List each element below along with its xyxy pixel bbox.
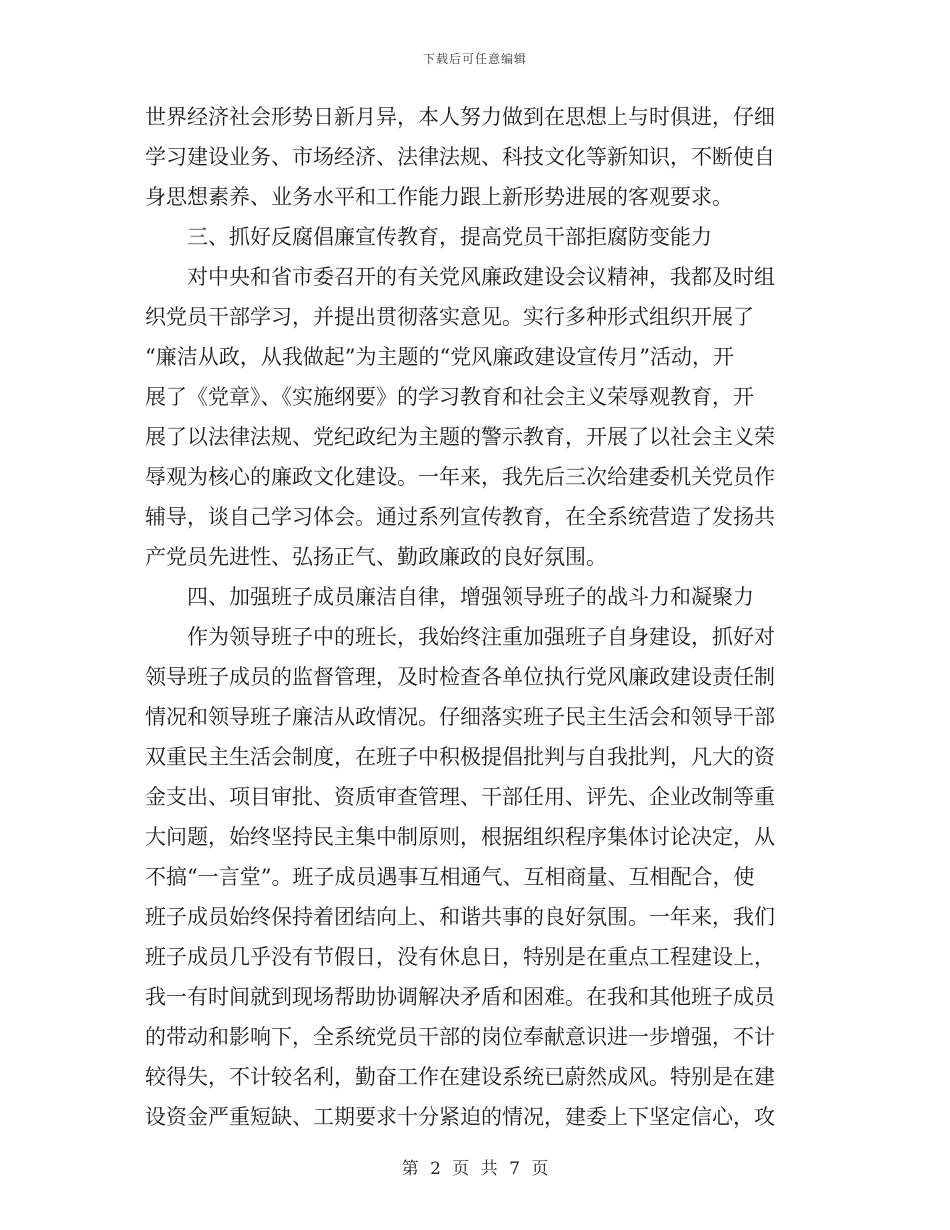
text-line: 身思想素养、业务水平和工作能力跟上新形势进展的客观要求。 bbox=[145, 185, 733, 209]
text-line: 设资金严重短缺、工期要求十分紧迫的情况，建委上下坚定信心，攻 bbox=[145, 1105, 775, 1129]
text-line: 织党员干部学习，并提出贯彻落实意见。实行多种形式组织开展了 bbox=[145, 305, 754, 329]
text-line: 辱观为核心的廉政文化建设。一年来，我先后三次给建委机关党员作 bbox=[145, 465, 775, 489]
text-line: 的带动和影响下，全系统党员干部的岗位奉献意识进一步增强，不计 bbox=[145, 1025, 775, 1049]
text-line: 对中央和省市委召开的有关党风廉政建设会议精神，我都及时组 bbox=[187, 265, 775, 289]
text-line: 展了以法律法规、党纪政纪为主题的警示教育，开展了以社会主义荣 bbox=[145, 425, 775, 449]
text-line: 展了《党章》、《实施纲要》的学习教育和社会主义荣辱观教育，开 bbox=[145, 385, 754, 409]
page-footer: 第 2 页 共 7 页 bbox=[401, 1159, 549, 1179]
section-heading-3: 三、抓好反腐倡廉宣传教育，提高党员干部拒腐防变能力 bbox=[187, 225, 712, 249]
page-header: 下载后可任意编辑 bbox=[422, 52, 527, 66]
text-line: 大问题，始终坚持民主集中制原则，根据组织程序集体讨论决定，从 bbox=[145, 825, 775, 849]
text-line: 作为领导班子中的班长，我始终注重加强班子自身建设，抓好对 bbox=[187, 625, 775, 649]
text-line: 辅导，谈自己学习体会。通过系列宣传教育，在全系统营造了发扬共 bbox=[145, 505, 775, 529]
text-line: 领导班子成员的监督管理，及时检查各单位执行党风廉政建设责任制 bbox=[145, 665, 775, 689]
text-line: 班子成员始终保持着团结向上、和谐共事的良好氛围。一年来，我们 bbox=[145, 905, 775, 929]
text-line: 不搞“一言堂”。班子成员遇事互相通气、互相商量、互相配合，使 bbox=[145, 865, 755, 889]
text-line: 双重民主生活会制度，在班子中积极提倡批判与自我批判，凡大的资 bbox=[145, 745, 775, 769]
text-line: 学习建设业务、市场经济、法律法规、科技文化等新知识，不断使自 bbox=[145, 145, 775, 169]
text-line: 较得失，不计较名利，勤奋工作在建设系统已蔚然成风。特别是在建 bbox=[145, 1065, 775, 1089]
text-line: 世界经济社会形势日新月异，本人努力做到在思想上与时俱进，仔细 bbox=[145, 105, 775, 129]
document-body bbox=[145, 97, 805, 1137]
text-line: 情况和领导班子廉洁从政情况。仔细落实班子民主生活会和领导干部 bbox=[145, 705, 775, 729]
text-line: 我一有时间就到现场帮助协调解决矛盾和困难。在我和其他班子成员 bbox=[145, 985, 775, 1009]
section-heading-4: 四、加强班子成员廉洁自律，增强领导班子的战斗力和凝聚力 bbox=[187, 585, 754, 609]
text-line: 班子成员几乎没有节假日，没有休息日，特别是在重点工程建设上， bbox=[145, 945, 775, 969]
text-line: 产党员先进性、弘扬正气、勤政廉政的良好氛围。 bbox=[145, 545, 607, 569]
text-line: 金支出、项目审批、资质审查管理、干部任用、评先、企业改制等重 bbox=[145, 785, 775, 809]
text-line: “廉洁从政，从我做起”为主题的“党风廉政建设宣传月”活动，开 bbox=[145, 345, 734, 369]
